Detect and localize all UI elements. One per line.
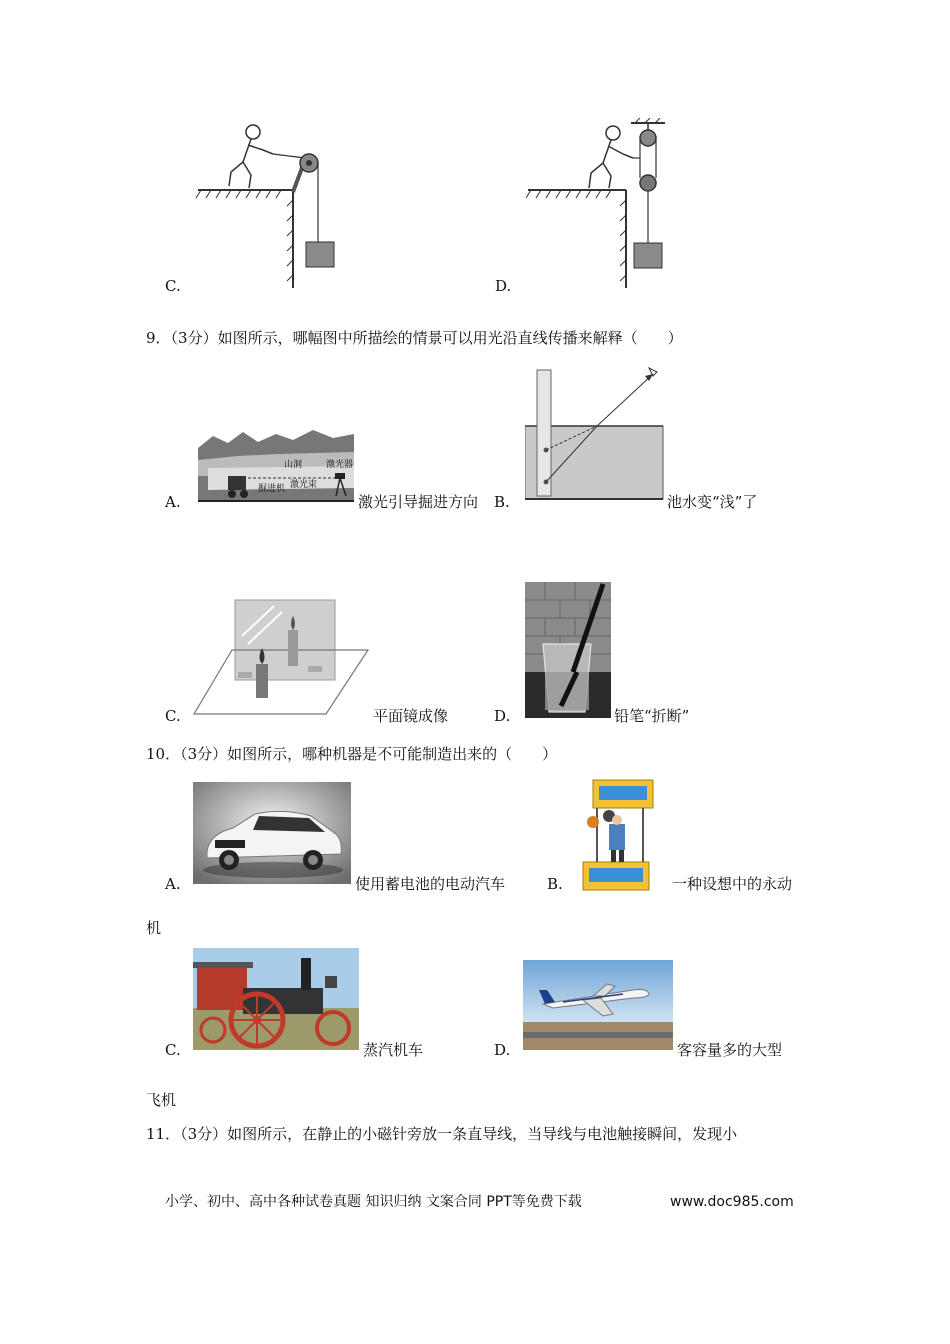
q9-figure-a-tunnel — [198, 428, 354, 502]
q10-option-d-caption: 客容量多的大型 — [677, 1041, 783, 1059]
q10-figure-a-electric-car — [193, 782, 351, 884]
fig-a-cave-label: 山洞 — [284, 460, 303, 470]
q10-option-a-label: A. — [165, 875, 181, 893]
q10-option-a-caption: 使用蓄电池的电动汽车 — [355, 875, 506, 893]
q8-figure-d — [523, 118, 673, 290]
q10-option-b-caption-wrap: 机 — [146, 919, 162, 937]
q9-figure-c-mirror — [192, 598, 370, 718]
fig-a-machine-label: 掘进机 — [258, 484, 286, 494]
q8-figure-c — [193, 120, 343, 290]
footer-url-link[interactable]: www.doc985.com — [670, 1194, 794, 1210]
q10-option-b-caption: 一种设想中的永动 — [672, 875, 793, 893]
q9-option-d-label: D. — [494, 707, 511, 725]
q10-figure-b-perpetual-motion — [573, 776, 663, 894]
q8-option-c-label: C. — [165, 277, 181, 295]
footer-text: 小学、初中、高中各种试卷真题 知识归纳 文案合同 PPT等免费下载 — [165, 1194, 582, 1210]
q9-figure-b-pool — [525, 366, 665, 502]
q8-option-d-label: D. — [495, 277, 512, 295]
q10-figure-d-airplane — [523, 960, 673, 1050]
q9-option-a-label: A. — [165, 493, 181, 511]
q10-option-d-caption-wrap: 飞机 — [146, 1091, 177, 1109]
q10-option-b-label: B. — [547, 875, 563, 893]
fig-a-beam-label: 激光束 — [290, 480, 318, 490]
fig-a-laser-label: 激光器 — [326, 460, 354, 470]
q9-option-a-caption: 激光引导掘进方向 — [358, 493, 479, 511]
q10-option-d-label: D. — [494, 1041, 511, 1059]
q11-stem: 11．（3分）如图所示，在静止的小磁针旁放一条直导线，当导线与电池触接瞬间，发现小 — [146, 1125, 738, 1143]
q9-option-b-label: B. — [494, 493, 510, 511]
q9-figure-d-pencil — [525, 582, 611, 718]
q10-option-c-caption: 蒸汽机车 — [363, 1041, 424, 1059]
q10-figure-c-steam-engine — [193, 948, 359, 1050]
q10-stem: 10．（3分）如图所示，哪种机器是不可能制造出来的（ ） — [146, 745, 558, 763]
q9-option-b-caption: 池水变“浅”了 — [667, 493, 758, 511]
q9-stem: 9．（3分）如图所示，哪幅图中所描绘的情景可以用光沿直线传播来解释（ ） — [146, 329, 683, 347]
q9-option-c-caption: 平面镜成像 — [373, 707, 449, 725]
q10-option-c-label: C. — [165, 1041, 181, 1059]
q9-option-c-label: C. — [165, 707, 181, 725]
q9-option-d-caption: 铅笔“折断” — [614, 707, 690, 725]
